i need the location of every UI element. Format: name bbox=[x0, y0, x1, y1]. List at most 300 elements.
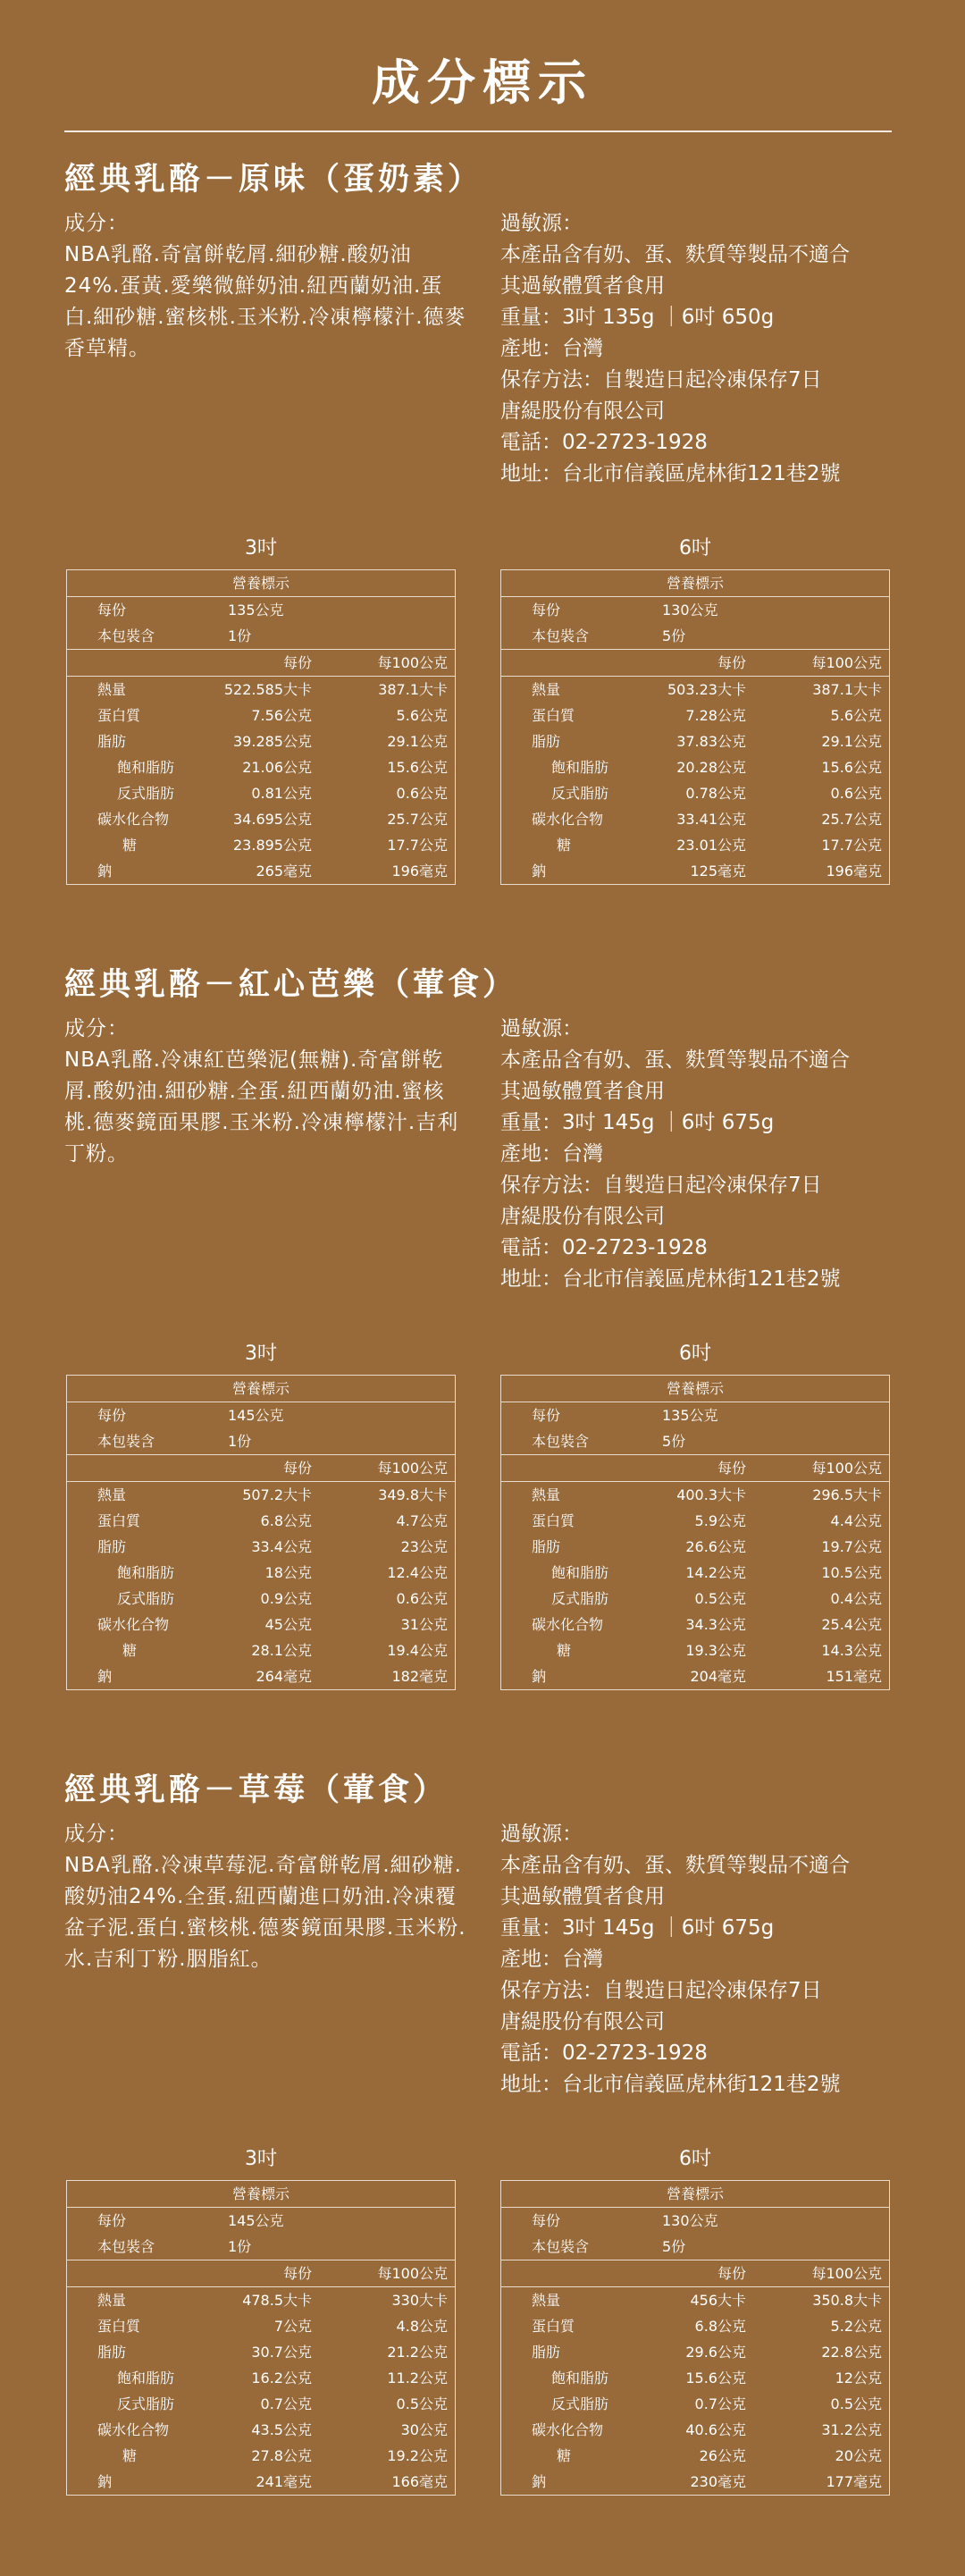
nutrient-row bbox=[501, 2365, 889, 2391]
nutrient-per-serving: 27.8公克 bbox=[251, 2447, 312, 2464]
col-per-100g: 每100公克 bbox=[377, 2265, 448, 2282]
nutrient-per-100g: 4.4公克 bbox=[830, 1512, 882, 1529]
nutrient-per-serving: 34.3公克 bbox=[685, 1616, 746, 1633]
info-line: 過敏源： bbox=[500, 1017, 583, 1040]
nutrient-per-serving: 23.895公克 bbox=[233, 837, 312, 854]
nutrient-per-100g: 19.2公克 bbox=[387, 2447, 448, 2464]
pack-row bbox=[67, 1428, 455, 1455]
nutrient-row bbox=[501, 2339, 889, 2365]
nutrition-table-header: 營養標示 bbox=[501, 2181, 889, 2208]
nutrient-row bbox=[501, 2287, 889, 2313]
nutrient-row bbox=[501, 832, 889, 858]
info-line: 其過敏體質者食用 bbox=[500, 1885, 665, 1908]
nutrient-label: 反式脂肪 bbox=[117, 2395, 175, 2412]
nutrient-label: 飽和脂肪 bbox=[551, 759, 609, 776]
nutrient-label: 脂肪 bbox=[97, 1538, 127, 1555]
nutrient-row bbox=[67, 677, 455, 703]
column-header-row bbox=[501, 2260, 889, 2287]
ingredients-label: 成分： bbox=[64, 1823, 129, 1846]
nutrient-label: 碳水化合物 bbox=[532, 811, 604, 828]
info-line: 電話：02-2723-1928 bbox=[500, 431, 708, 454]
nutrient-row bbox=[67, 2469, 455, 2495]
nutrient-per-serving: 6.8公克 bbox=[260, 1512, 312, 1529]
pack-label: 本包裝含 bbox=[532, 1433, 590, 1450]
nutrient-label: 熱量 bbox=[97, 2292, 127, 2309]
nutrition-table bbox=[66, 1375, 456, 1690]
col-per-100g: 每100公克 bbox=[811, 2265, 882, 2282]
info-line: 產地：台灣 bbox=[500, 1948, 603, 1971]
nutrition-table bbox=[500, 2180, 890, 2496]
serving-label: 每份 bbox=[532, 1407, 561, 1424]
size-label: 3吋 bbox=[245, 1343, 277, 1365]
nutrient-label: 鈉 bbox=[97, 2473, 113, 2490]
nutrient-per-100g: 151毫克 bbox=[826, 1668, 882, 1685]
nutrient-per-serving: 26公克 bbox=[699, 2447, 746, 2464]
nutrient-per-serving: 478.5大卡 bbox=[242, 2292, 312, 2309]
nutrient-row bbox=[501, 677, 889, 703]
nutrient-per-serving: 503.23大卡 bbox=[667, 681, 746, 698]
nutrient-row bbox=[67, 2443, 455, 2469]
product-info bbox=[500, 1014, 929, 1295]
nutrient-label: 脂肪 bbox=[97, 2344, 127, 2361]
nutrient-per-100g: 196毫克 bbox=[391, 863, 448, 880]
info-line: 過敏源： bbox=[500, 212, 583, 235]
col-per-serving: 每份 bbox=[717, 654, 746, 671]
pack-row bbox=[501, 2234, 889, 2260]
nutrient-label: 碳水化合物 bbox=[532, 2421, 604, 2438]
info-line: 保存方法：自製造日起冷凍保存7日 bbox=[500, 368, 822, 391]
nutrient-per-100g: 19.4公克 bbox=[387, 1642, 448, 1659]
nutrient-per-serving: 0.7公克 bbox=[694, 2395, 746, 2412]
info-line: 保存方法：自製造日起冷凍保存7日 bbox=[500, 1979, 822, 2002]
info-line: 地址：台北市信義區虎林街121巷2號 bbox=[500, 462, 841, 485]
section-title: 經典乳酪－草莓（葷食） bbox=[64, 1772, 449, 1808]
nutrient-label: 鈉 bbox=[97, 863, 113, 880]
info-line: 唐緹股份有限公司 bbox=[500, 400, 665, 423]
nutrition-table-header: 營養標示 bbox=[501, 1376, 889, 1402]
nutrient-row bbox=[501, 754, 889, 780]
info-line: 唐緹股份有限公司 bbox=[500, 2010, 665, 2033]
nutrient-per-100g: 182毫克 bbox=[391, 1668, 448, 1685]
nutrient-per-serving: 230毫克 bbox=[690, 2473, 746, 2490]
nutrient-per-100g: 0.4公克 bbox=[830, 1590, 882, 1607]
product-info bbox=[500, 208, 929, 490]
size-label: 3吋 bbox=[245, 2148, 277, 2170]
nutrient-per-100g: 21.2公克 bbox=[387, 2344, 448, 2361]
nutrient-label: 脂肪 bbox=[532, 733, 561, 750]
info-line: 其過敏體質者食用 bbox=[500, 1080, 665, 1103]
info-line: 唐緹股份有限公司 bbox=[500, 1205, 665, 1228]
nutrient-per-100g: 25.7公克 bbox=[821, 811, 882, 828]
pack-label: 本包裝含 bbox=[97, 2238, 155, 2255]
nutrient-row bbox=[501, 858, 889, 884]
nutrient-label: 蛋白質 bbox=[97, 707, 141, 724]
nutrient-per-serving: 0.7公克 bbox=[260, 2395, 312, 2412]
nutrient-row bbox=[67, 2391, 455, 2417]
nutrition-table bbox=[66, 2180, 456, 2496]
nutrient-row bbox=[67, 2339, 455, 2365]
section-title: 經典乳酪－紅心芭樂（葷食） bbox=[64, 967, 518, 1003]
nutrient-per-100g: 12.4公克 bbox=[387, 1564, 448, 1581]
nutrient-per-serving: 0.81公克 bbox=[251, 785, 312, 802]
nutrient-per-100g: 12公克 bbox=[835, 2370, 882, 2387]
product-info bbox=[500, 1819, 929, 2100]
serving-row bbox=[501, 1402, 889, 1428]
nutrient-per-100g: 387.1大卡 bbox=[812, 681, 882, 698]
size-label: 6吋 bbox=[679, 1343, 711, 1365]
nutrient-per-serving: 0.78公克 bbox=[685, 785, 746, 802]
nutrient-per-serving: 37.83公克 bbox=[676, 733, 746, 750]
nutrient-row bbox=[501, 703, 889, 728]
nutrient-label: 糖 bbox=[557, 837, 572, 854]
nutrient-row bbox=[501, 1663, 889, 1689]
pack-value: 1份 bbox=[228, 2238, 252, 2255]
nutrient-row bbox=[501, 2417, 889, 2443]
nutrient-per-serving: 6.8公克 bbox=[694, 2318, 746, 2335]
nutrient-per-100g: 31公克 bbox=[400, 1616, 448, 1633]
nutrient-per-100g: 349.8大卡 bbox=[378, 1486, 448, 1503]
col-per-100g: 每100公克 bbox=[377, 654, 448, 671]
nutrient-per-serving: 33.41公克 bbox=[676, 811, 746, 828]
nutrient-row bbox=[501, 780, 889, 806]
nutrition-table-header: 營養標示 bbox=[67, 1376, 455, 1402]
ingredients-text: NBA乳酪.奇富餅乾屑.細砂糖.酸奶油24%.蛋黃.愛樂微鮮奶油.紐西蘭奶油.蛋白.細砂糖.蜜核桃.玉米粉.冷凍檸檬汁.德麥香草精。 bbox=[64, 243, 466, 360]
nutrient-row bbox=[67, 1560, 455, 1586]
col-per-serving: 每份 bbox=[282, 1460, 312, 1477]
nutrient-per-100g: 196毫克 bbox=[826, 863, 882, 880]
nutrient-label: 反式脂肪 bbox=[551, 1590, 609, 1607]
nutrient-row bbox=[67, 2365, 455, 2391]
nutrient-row bbox=[67, 2417, 455, 2443]
nutrient-per-serving: 7公克 bbox=[273, 2318, 312, 2335]
nutrient-per-serving: 39.285公克 bbox=[233, 733, 312, 750]
nutrient-label: 熱量 bbox=[532, 681, 561, 698]
nutrient-per-100g: 19.7公克 bbox=[821, 1538, 882, 1555]
nutrient-row bbox=[67, 1482, 455, 1508]
nutrient-label: 碳水化合物 bbox=[532, 1616, 604, 1633]
nutrient-per-serving: 29.6公克 bbox=[685, 2344, 746, 2361]
nutrient-per-serving: 45公克 bbox=[264, 1616, 312, 1633]
nutrient-per-serving: 15.6公克 bbox=[685, 2370, 746, 2387]
col-per-100g: 每100公克 bbox=[811, 1460, 882, 1477]
serving-label: 每份 bbox=[532, 602, 561, 619]
ingredients-block bbox=[64, 1819, 466, 1975]
nutrient-label: 碳水化合物 bbox=[97, 2421, 170, 2438]
nutrient-row bbox=[501, 2469, 889, 2495]
pack-value: 1份 bbox=[228, 1433, 252, 1450]
nutrient-per-serving: 264毫克 bbox=[256, 1668, 312, 1685]
nutrient-label: 脂肪 bbox=[97, 733, 127, 750]
ingredients-text: NBA乳酪.冷凍草莓泥.奇富餅乾屑.細砂糖.酸奶油24%.全蛋.紐西蘭進口奶油.冷凍覆盆子泥.蛋白.蜜核桃.德麥鏡面果膠.玉米粉.水.吉利丁粉.胭脂紅。 bbox=[64, 1854, 466, 1971]
nutrient-label: 糖 bbox=[122, 837, 138, 854]
nutrient-per-100g: 5.2公克 bbox=[830, 2318, 882, 2335]
nutrient-per-100g: 29.1公克 bbox=[821, 733, 882, 750]
nutrient-row bbox=[501, 1482, 889, 1508]
nutrient-per-serving: 7.56公克 bbox=[251, 707, 312, 724]
nutrient-label: 飽和脂肪 bbox=[117, 1564, 175, 1581]
pack-label: 本包裝含 bbox=[532, 2238, 590, 2255]
nutrition-table bbox=[500, 569, 890, 885]
nutrient-label: 反式脂肪 bbox=[117, 1590, 175, 1607]
serving-label: 每份 bbox=[97, 602, 127, 619]
nutrition-table-header: 營養標示 bbox=[67, 570, 455, 597]
serving-row bbox=[67, 2208, 455, 2234]
ingredients-label: 成分： bbox=[64, 212, 129, 235]
nutrient-row bbox=[501, 1612, 889, 1637]
serving-row bbox=[67, 1402, 455, 1428]
nutrient-row bbox=[67, 1637, 455, 1663]
pack-label: 本包裝含 bbox=[97, 627, 155, 644]
nutrition-table-header: 營養標示 bbox=[67, 2181, 455, 2208]
serving-row bbox=[67, 597, 455, 623]
ingredients-label: 成分： bbox=[64, 1017, 129, 1040]
nutrient-per-serving: 19.3公克 bbox=[685, 1642, 746, 1659]
nutrient-row bbox=[67, 858, 455, 884]
nutrient-row bbox=[67, 754, 455, 780]
serving-label: 每份 bbox=[97, 2212, 127, 2229]
serving-value: 135公克 bbox=[662, 1407, 718, 1424]
info-line: 電話：02-2723-1928 bbox=[500, 1236, 708, 1259]
info-line: 產地：台灣 bbox=[500, 337, 603, 360]
nutrient-per-serving: 7.28公克 bbox=[685, 707, 746, 724]
nutrient-label: 糖 bbox=[122, 1642, 138, 1659]
title-divider bbox=[64, 130, 892, 132]
nutrient-per-serving: 456大卡 bbox=[690, 2292, 746, 2309]
pack-row bbox=[501, 623, 889, 650]
pack-value: 5份 bbox=[662, 2238, 686, 2255]
nutrient-per-serving: 18公克 bbox=[264, 1564, 312, 1581]
nutrient-per-100g: 10.5公克 bbox=[821, 1564, 882, 1581]
nutrient-row bbox=[67, 780, 455, 806]
nutrient-label: 熱量 bbox=[532, 1486, 561, 1503]
nutrient-label: 飽和脂肪 bbox=[551, 2370, 609, 2387]
nutrient-label: 飽和脂肪 bbox=[117, 2370, 175, 2387]
info-line: 產地：台灣 bbox=[500, 1142, 603, 1166]
nutrient-per-serving: 507.2大卡 bbox=[242, 1486, 312, 1503]
nutrient-row bbox=[67, 1612, 455, 1637]
nutrient-per-100g: 387.1大卡 bbox=[378, 681, 448, 698]
nutrient-per-100g: 11.2公克 bbox=[387, 2370, 448, 2387]
size-label: 6吋 bbox=[679, 2148, 711, 2170]
serving-row bbox=[501, 2208, 889, 2234]
nutrient-per-100g: 177毫克 bbox=[826, 2473, 882, 2490]
nutrient-per-serving: 0.5公克 bbox=[694, 1590, 746, 1607]
serving-label: 每份 bbox=[97, 1407, 127, 1424]
nutrient-per-serving: 30.7公克 bbox=[251, 2344, 312, 2361]
info-line: 重量：3吋 145g ｜6吋 675g bbox=[500, 1916, 775, 1940]
nutrition-table bbox=[66, 569, 456, 885]
col-per-100g: 每100公克 bbox=[811, 654, 882, 671]
nutrient-label: 蛋白質 bbox=[532, 1512, 575, 1529]
nutrient-label: 飽和脂肪 bbox=[551, 1564, 609, 1581]
nutrient-per-serving: 43.5公克 bbox=[251, 2421, 312, 2438]
serving-value: 135公克 bbox=[228, 602, 284, 619]
nutrient-label: 飽和脂肪 bbox=[117, 759, 175, 776]
column-header-row bbox=[67, 650, 455, 677]
nutrient-per-100g: 22.8公克 bbox=[821, 2344, 882, 2361]
serving-value: 130公克 bbox=[662, 602, 718, 619]
serving-row bbox=[501, 597, 889, 623]
nutrient-per-serving: 26.6公克 bbox=[685, 1538, 746, 1555]
nutrient-per-serving: 34.695公克 bbox=[233, 811, 312, 828]
info-line: 地址：台北市信義區虎林街121巷2號 bbox=[500, 2073, 841, 2096]
nutrient-per-serving: 40.6公克 bbox=[685, 2421, 746, 2438]
nutrient-row bbox=[67, 1663, 455, 1689]
nutrient-per-serving: 125毫克 bbox=[690, 863, 746, 880]
ingredients-text: NBA乳酪.冷凍紅芭樂泥(無糖).奇富餅乾屑.酸奶油.細砂糖.全蛋.紐西蘭奶油.蜜核桃.德麥鏡面果膠.玉米粉.冷凍檸檬汁.吉利丁粉。 bbox=[64, 1048, 459, 1166]
nutrient-row bbox=[501, 2391, 889, 2417]
pack-value: 1份 bbox=[228, 627, 252, 644]
nutrient-per-100g: 17.7公克 bbox=[821, 837, 882, 854]
column-header-row bbox=[501, 650, 889, 677]
nutrient-label: 反式脂肪 bbox=[551, 785, 609, 802]
nutrient-label: 熱量 bbox=[97, 681, 127, 698]
nutrient-label: 蛋白質 bbox=[97, 1512, 141, 1529]
nutrient-per-serving: 33.4公克 bbox=[251, 1538, 312, 1555]
nutrient-label: 碳水化合物 bbox=[97, 811, 170, 828]
nutrient-per-100g: 17.7公克 bbox=[387, 837, 448, 854]
nutrient-per-serving: 21.06公克 bbox=[242, 759, 312, 776]
pack-value: 5份 bbox=[662, 627, 686, 644]
nutrient-per-serving: 241毫克 bbox=[256, 2473, 312, 2490]
nutrient-label: 熱量 bbox=[97, 1486, 127, 1503]
nutrient-per-100g: 4.8公克 bbox=[396, 2318, 448, 2335]
nutrient-row bbox=[67, 1586, 455, 1612]
nutrient-per-serving: 20.28公克 bbox=[676, 759, 746, 776]
nutrient-per-serving: 400.3大卡 bbox=[676, 1486, 746, 1503]
nutrient-per-100g: 350.8大卡 bbox=[812, 2292, 882, 2309]
pack-value: 5份 bbox=[662, 1433, 686, 1450]
nutrient-label: 蛋白質 bbox=[532, 2318, 575, 2335]
column-header-row bbox=[67, 1455, 455, 1482]
info-line: 電話：02-2723-1928 bbox=[500, 2041, 708, 2065]
nutrient-per-serving: 14.2公克 bbox=[685, 1564, 746, 1581]
nutrient-row bbox=[67, 1534, 455, 1560]
nutrient-row bbox=[501, 1586, 889, 1612]
nutrient-per-serving: 204毫克 bbox=[690, 1668, 746, 1685]
info-line: 本產品含有奶、蛋、麩質等製品不適合 bbox=[500, 1048, 850, 1072]
nutrient-per-100g: 0.6公克 bbox=[830, 785, 882, 802]
col-per-serving: 每份 bbox=[717, 1460, 746, 1477]
nutrient-row bbox=[67, 1508, 455, 1534]
info-line: 重量：3吋 135g ｜6吋 650g bbox=[500, 306, 775, 329]
nutrient-row bbox=[501, 1534, 889, 1560]
nutrient-label: 鈉 bbox=[532, 1668, 547, 1685]
nutrient-label: 蛋白質 bbox=[97, 2318, 141, 2335]
col-per-serving: 每份 bbox=[282, 654, 312, 671]
nutrient-per-100g: 4.7公克 bbox=[396, 1512, 448, 1529]
pack-row bbox=[501, 1428, 889, 1455]
column-header-row bbox=[67, 2260, 455, 2287]
nutrient-label: 鈉 bbox=[97, 1668, 113, 1685]
nutrient-label: 反式脂肪 bbox=[551, 2395, 609, 2412]
serving-value: 130公克 bbox=[662, 2212, 718, 2229]
nutrient-per-serving: 5.9公克 bbox=[694, 1512, 746, 1529]
nutrient-per-serving: 28.1公克 bbox=[251, 1642, 312, 1659]
nutrient-label: 糖 bbox=[557, 2447, 572, 2464]
serving-label: 每份 bbox=[532, 2212, 561, 2229]
nutrient-label: 糖 bbox=[557, 1642, 572, 1659]
serving-value: 145公克 bbox=[228, 2212, 284, 2229]
info-line: 過敏源： bbox=[500, 1823, 583, 1846]
serving-value: 145公克 bbox=[228, 1407, 284, 1424]
nutrient-per-100g: 25.7公克 bbox=[387, 811, 448, 828]
size-label: 3吋 bbox=[245, 537, 277, 560]
col-per-serving: 每份 bbox=[717, 2265, 746, 2282]
column-header-row bbox=[501, 1455, 889, 1482]
nutrient-per-serving: 0.9公克 bbox=[260, 1590, 312, 1607]
col-per-serving: 每份 bbox=[282, 2265, 312, 2282]
nutrient-per-serving: 265毫克 bbox=[256, 863, 312, 880]
nutrition-table-header: 營養標示 bbox=[501, 570, 889, 597]
nutrient-row bbox=[501, 2313, 889, 2339]
nutrient-per-100g: 5.6公克 bbox=[396, 707, 448, 724]
nutrient-row bbox=[67, 832, 455, 858]
pack-label: 本包裝含 bbox=[97, 1433, 155, 1450]
nutrient-per-100g: 31.2公克 bbox=[821, 2421, 882, 2438]
nutrient-per-100g: 166毫克 bbox=[391, 2473, 448, 2490]
section-title: 經典乳酪－原味（蛋奶素） bbox=[64, 162, 483, 198]
nutrient-per-100g: 23公克 bbox=[400, 1538, 448, 1555]
info-line: 其過敏體質者食用 bbox=[500, 274, 665, 298]
nutrient-per-serving: 16.2公克 bbox=[251, 2370, 312, 2387]
nutrient-per-100g: 0.6公克 bbox=[396, 785, 448, 802]
size-label: 6吋 bbox=[679, 537, 711, 560]
nutrient-per-100g: 29.1公克 bbox=[387, 733, 448, 750]
nutrient-per-serving: 522.585大卡 bbox=[223, 681, 312, 698]
nutrient-label: 脂肪 bbox=[532, 1538, 561, 1555]
info-line: 本產品含有奶、蛋、麩質等製品不適合 bbox=[500, 243, 850, 266]
nutrient-row bbox=[501, 1508, 889, 1534]
info-line: 本產品含有奶、蛋、麩質等製品不適合 bbox=[500, 1854, 850, 1877]
nutrient-row bbox=[501, 806, 889, 832]
nutrient-label: 熱量 bbox=[532, 2292, 561, 2309]
nutrient-per-100g: 330大卡 bbox=[391, 2292, 448, 2309]
ingredients-block bbox=[64, 1014, 466, 1170]
info-line: 保存方法：自製造日起冷凍保存7日 bbox=[500, 1174, 822, 1197]
nutrient-row bbox=[67, 703, 455, 728]
nutrient-label: 脂肪 bbox=[532, 2344, 561, 2361]
nutrient-per-100g: 296.5大卡 bbox=[812, 1486, 882, 1503]
nutrient-row bbox=[501, 2443, 889, 2469]
nutrient-per-100g: 15.6公克 bbox=[821, 759, 882, 776]
nutrition-table bbox=[500, 1375, 890, 1690]
nutrient-label: 碳水化合物 bbox=[97, 1616, 170, 1633]
info-line: 地址：台北市信義區虎林街121巷2號 bbox=[500, 1267, 841, 1291]
pack-row bbox=[67, 623, 455, 650]
nutrient-row bbox=[67, 806, 455, 832]
ingredients-block bbox=[64, 208, 466, 365]
nutrient-per-100g: 20公克 bbox=[835, 2447, 882, 2464]
nutrient-row bbox=[67, 2287, 455, 2313]
nutrient-per-100g: 15.6公克 bbox=[387, 759, 448, 776]
nutrient-row bbox=[501, 1560, 889, 1586]
nutrient-per-100g: 5.6公克 bbox=[830, 707, 882, 724]
nutrient-per-100g: 14.3公克 bbox=[821, 1642, 882, 1659]
nutrient-row bbox=[67, 2313, 455, 2339]
nutrient-label: 糖 bbox=[122, 2447, 138, 2464]
nutrient-label: 鈉 bbox=[532, 2473, 547, 2490]
nutrient-label: 鈉 bbox=[532, 863, 547, 880]
page-title: 成分標示 bbox=[372, 55, 593, 111]
nutrient-label: 反式脂肪 bbox=[117, 785, 175, 802]
nutrient-per-100g: 0.5公克 bbox=[830, 2395, 882, 2412]
nutrient-row bbox=[501, 1637, 889, 1663]
nutrient-row bbox=[67, 728, 455, 754]
nutrient-row bbox=[501, 728, 889, 754]
nutrient-per-100g: 30公克 bbox=[400, 2421, 448, 2438]
nutrient-per-serving: 23.01公克 bbox=[676, 837, 746, 854]
